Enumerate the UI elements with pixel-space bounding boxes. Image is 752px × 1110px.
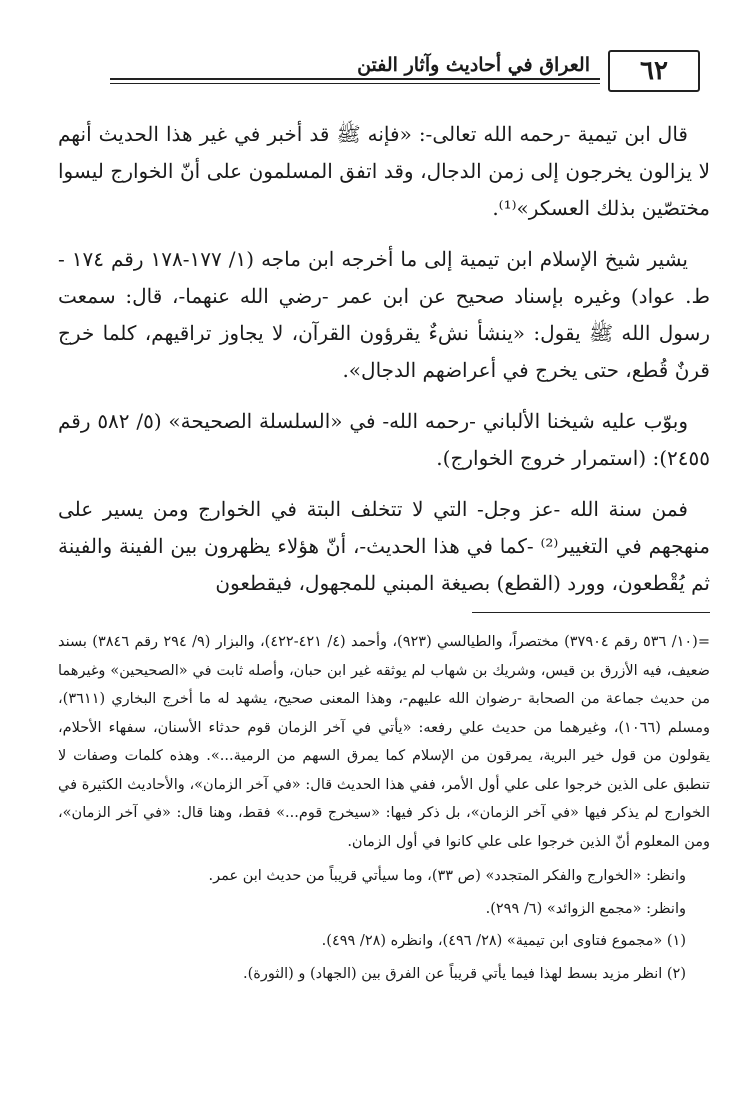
main-text (58, 116, 710, 616)
paragraph-ibn-taymiyya-quote: قال ابن تيمية -رحمه الله تعالى-: «فإنه ﷺ قد أخبر في غير هذا الحديث أنهم لا يزالون يخرجون إلى زمن الدجال، وقد اتفق المسلمون على أنّ الخوارج ليسوا مختصّين بذلك العسكر»⁽¹⁾. (58, 122, 710, 220)
footnote-2: (٢) انظر مزيد بسط لهذا فيما يأتي قريباً عن الفرق بين (الجهاد) و (الثورة). (242, 965, 686, 982)
footnote-separator (472, 612, 710, 613)
running-head-title: العراق في أحاديث وآثار الفتن (357, 54, 590, 76)
paragraph-sunnah-of-allah: فمن سنة الله -عز وجل- التي لا تتخلف البتة في الخوارج ومن يسير على منهجهم في التغيير⁽²⁾ -كما في هذا الحديث-، أنّ هؤلاء يظهرون بين الفينة والفينة ثم يُقْطعون، وورد (القطع) بصيغة المبني للمجهول، فيقطعون (58, 497, 711, 595)
see-also-majma: وانظر: «مجمع الزوائد» (٦/ ٢٩٩). (485, 900, 686, 917)
footnotes (58, 628, 710, 992)
footnote-continuation: =(١٠/ ٥٣٦ رقم ٣٧٩٠٤) مختصراً، والطيالسي (٩٢٣)، وأحمد (٤/ ٤٢١-٤٢٢)، والبزار (٩/ ٢٩٤ رقم ٣٨٤٦) بسند ضعيف، فيه الأزرق بن قيس، وشريك بن شهاب لم يوثقه غير ابن حبان، وأصله ثابت في «الصحيحين» وغيرهما من حديث جماعة من الصحابة -رضوان الله عليهم-، وهذا المعنى صحيح، يشهد له ما أخرج البخاري (٣٦١١)، ومسلم (١٠٦٦)، وغيرهما من حديث علي رفعه: «يأتي في آخر الزمان قوم حدثاء الأسنان، سفهاء الأحلام، يقولون من قول خير البرية، يمرقون من الإسلام كما يمرق السهم من الرمية...». وهذه كلمات وصفات لا تنطبق على الذين خرجوا على علي أول الأمر، ففي هذا الحديث قال: «في آخر الزمان»، والأحاديث الكثيرة في الخوارج لم يذكر فيها «في آخر الزمان»، بل ذكر فيها: «سيخرج قوم...» فقط، وهنا قال: «في آخر الزمان»، ومن المعلوم أنّ الذين خرجوا على علي كانوا في أول الزمان. (58, 634, 711, 850)
paragraph-ibn-majah-hadith: يشير شيخ الإسلام ابن تيمية إلى ما أخرجه ابن ماجه (١/ ١٧٧-١٧٨ رقم ١٧٤ - ط. عواد) وغيره بإسناد صحيح عن ابن عمر -رضي الله عنهما-، قال: سمعت رسول الله ﷺ يقول: «ينشأ نشءٌ يقرؤون القرآن، لا يجاوز تراقيهم، كلما خرج قرنٌ قُطع، حتى يخرج في أعراضهم الدجال». (58, 247, 710, 382)
see-also-khawarij: وانظر: «الخوارج والفكر المتجدد» (ص ٣٣)، وما سيأتي قريباً من حديث ابن عمر. (208, 868, 686, 884)
footnote-1: (١) «مجموع فتاوى ابن تيمية» (٢٨/ ٤٩٦)، وانظره (٢٨/ ٤٩٩). (321, 933, 686, 949)
header-rule-thin (110, 83, 600, 84)
page-number: ٦٢ (608, 50, 700, 92)
page-header (110, 48, 700, 94)
paragraph-albani-chapter: وبوّب عليه شيخنا الألباني -رحمه الله- في «السلسلة الصحيحة» (٥/ ٥٨٢ رقم ٢٤٥٥): (استمرار خروج الخوارج). (58, 409, 710, 470)
header-rule (110, 78, 600, 80)
